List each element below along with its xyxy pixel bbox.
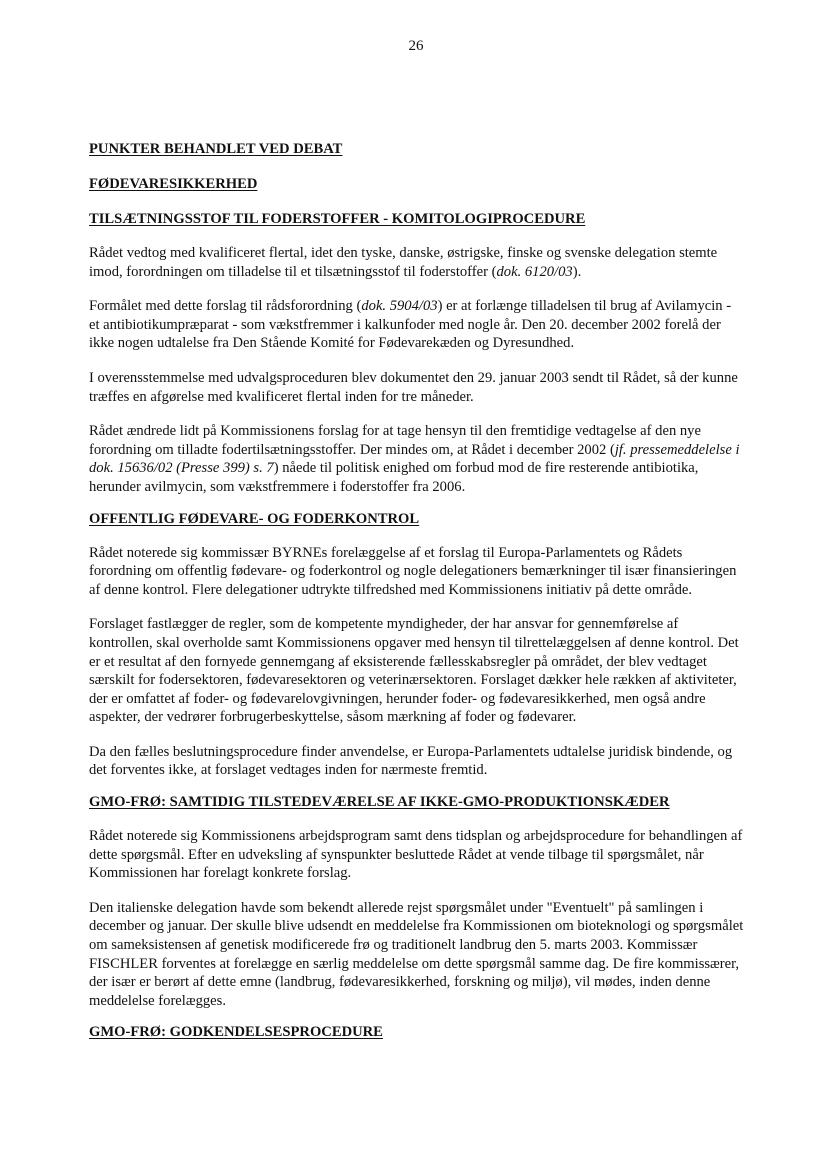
p4-press-ref: jf. pressemeddelelse i dok. 15636/02 (Presse 399) s. 7 [89,441,740,477]
p2-text-a: Formålet med dette forslag til rådsforordning ( [89,298,362,315]
paragraph-4 [89,422,744,496]
heading-gmo-coexistence: GMO-FRØ: SAMTIDIG TILSTEDEVÆRELSE AF IKKE-GMO-PRODUKTIONSKÆDER [89,794,670,811]
paragraph-1 [89,244,744,281]
p1-doc-ref: dok. 6120/03 [496,263,573,280]
paragraph-5: Rådet noterede sig kommissær BYRNEs forelæggelse af et forslag til Europa-Parlamentets og Rådets forordning om offentlig fødevare- og foderkontrol og nogle delegationers bemærkninger til især finansieringen af denne kontrol. Flere delegationer udtrykte tilfredshed med Kommissionens initiativ på dette område. [89,544,737,598]
paragraph-3: I overensstemmelse med udvalgsproceduren blev dokumentet den 29. januar 2003 sendt til Rådet, så der kunne træffes en afgørelse med kvalificeret flertal inden for tre måneder. [89,369,738,405]
paragraph-8: Rådet noterede sig Kommissionens arbejdsprogram samt dens tidsplan og arbejdsprocedure for behandlingen af dette spørgsmål. Efter en udveksling af synspunkter besluttede Rådet at vende tilbage til spørgsmålet, når Kommissionen har forelagt konkrete forslag. [89,828,743,882]
p4-text-a: Rådet ændrede lidt på Kommissionens forslag for at tage hensyn til den fremtidige vedtagelse af den nye forordning om tilladte fodertilsætningsstoffer. Der mindes om, at Rådet i december 2002 ( [89,423,701,458]
p2-doc-ref: dok. 5904/03 [361,298,438,315]
p1-text-c: ). [572,263,582,280]
paragraph-9: Den italienske delegation havde som bekendt allerede rejst spørgsmålet under "Eventuelt" på samlingen i december og januar. Der skulle blive udsendt en meddelelse fra Kommissionen om bioteknologi og spørgsmålet om sameksistensen af genetisk modificerede frø og traditionelt landbrug den 5. marts 2003. Kommissær FISCHLER forventes at forelægge en særlig meddelelse om dette spørgsmål samme dag. De fire kommissærer, der især er berørt af dette emne (landbrug, fødevaresikkerhed, forskning og miljø), vil mødes, inden denne meddelelse forelægges. [89,899,744,1009]
heading-food-safety: FØDEVARESIKKERHED [89,176,258,192]
heading-main: PUNKTER BEHANDLET VED DEBAT [89,141,343,157]
p2-text-c: ) er at forlænge tilladelsen til brug af Avilamycin - et antibiotikumpræparat - som vækstfremmer i kalkunfoder med nogle år. Den 20. december 2002 forelå der ikke nogen udtalelse fra Den Stående Komité for Fødevarekæden og Dyresundhed. [89,298,732,352]
heading-feed-additive: TILSÆTNINGSSTOF TIL FODERSTOFFER - KOMITOLOGIPROCEDURE [89,211,586,227]
p4-text-c: ) nåede til politisk enighed om forbud mod de fire resterende antibiotika, herunder avilmycin, som vækstfremmere i foderstoffer fra 2006. [89,460,699,495]
heading-food-feed-control: OFFENTLIG FØDEVARE- OG FODERKONTROL [89,510,420,527]
paragraph-2 [89,297,744,353]
paragraph-6: Forslaget fastlægger de regler, som de kompetente myndigheder, der har ansvar for gennemførelse af kontrollen, skal overholde samt Kommissionens opgaver med hensyn til tilrettelæggelsen af denne kontrol. Det er et resultat af den fornyede gennemgang af eksisterende fællesskabsregler på området, der blev vedtaget særskilt for fodersektoren, fødevaresektoren og veterinærsektoren. Forslaget dækker hele rækken af aktiviteter, der er omfattet af foder- og fødevarelovgivningen, herunder foder- og fødevaresikkerhed, men også andre aspekter, der vedrører forbrugerbeskyttelse, såsom mærkning af foder og fødevarer. [89,616,739,726]
document-body [89,140,744,1041]
heading-gmo-approval: GMO-FRØ: GODKENDELSESPROCEDURE [89,1024,383,1041]
p1-text-a: Rådet vedtog med kvalificeret flertal, idet den tyske, danske, østrigske, finske og svenske delegation stemte imod, forordningen om tilladelse til et tilsætningsstof til foderstoffer ( [89,245,718,280]
page-number: 26 [408,38,424,54]
paragraph-7: Da den fælles beslutningsprocedure finder anvendelse, er Europa-Parlamentets udtalelse juridisk bindende, og det forventes ikke, at forslaget vedtages inden for nærmeste fremtid. [89,743,733,779]
